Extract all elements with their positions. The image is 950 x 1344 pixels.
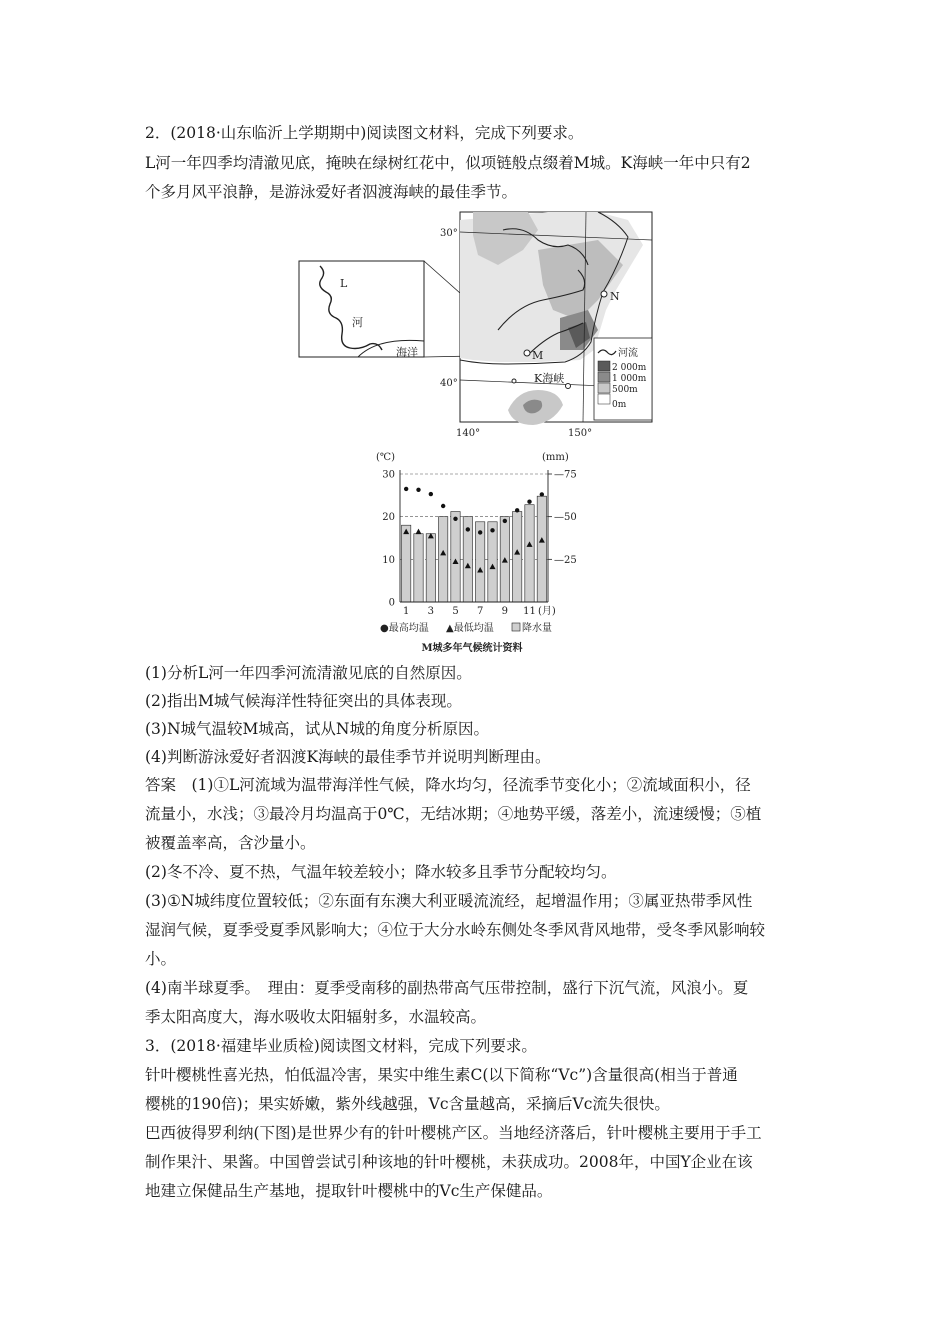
legend-swatch-0 [598, 394, 610, 404]
q3-para2-line-1: 巴西彼得罗利纳(下图)是世界少有的针叶樱桃产区。当地经济落后，针叶樱桃主要用于手工 [145, 1124, 762, 1142]
precip-bar [426, 534, 435, 602]
q2-header: 2．(2018·山东临沂上学期期中)阅读图文材料，完成下列要求。 [145, 124, 584, 142]
label-N: N [610, 290, 620, 303]
max-temp-point [515, 508, 519, 512]
chart-unit-right: (mm) [542, 452, 569, 463]
max-temp-point [490, 528, 494, 532]
precip-bar [537, 496, 546, 602]
ytick-right-label: —50 [554, 512, 577, 524]
legend-swatch-2000 [598, 361, 610, 371]
max-temp-point [478, 530, 482, 534]
q3-para2-line-2: 制作果汁、果酱。中国曾尝试引种该地的针叶樱桃，未获成功。2008年，中国Y企业在该 [145, 1153, 753, 1171]
legend-river-label: 河流 [618, 348, 638, 359]
q2-question-2: (2)指出M城气候海洋性特征突出的具体表现。 [145, 692, 462, 710]
q3-header: 3．(2018·福建毕业质检)阅读图文材料，完成下列要求。 [145, 1037, 537, 1055]
max-temp-point [416, 488, 420, 492]
legend-500-label: 500m [612, 385, 638, 395]
ytick-left-label: 30 [382, 469, 395, 481]
ytick-left-label: 10 [382, 554, 395, 566]
point-M [524, 350, 530, 356]
legend-max: ●最高均温 [380, 623, 429, 634]
max-temp-point [453, 517, 457, 521]
lat-label-30: 30° [440, 228, 458, 239]
xtick-label: 9 [501, 606, 509, 617]
chart-bars [402, 496, 547, 602]
legend-precip: 降水量 [522, 623, 552, 634]
answer-line-6: 湿润气候，夏季受夏季风影响大；④位于大分水岭东侧处冬季风背风地带，受冬季风影响较 [145, 921, 766, 939]
xtick-label: 1 [402, 606, 410, 617]
inset-label-L: L [340, 277, 348, 290]
answer-line-3: 被覆盖率高，含沙量小。 [145, 834, 316, 852]
chart-min-series [403, 529, 545, 573]
answer-line-1: 答案 (1)①L河流域为温带海洋性气候，降水均匀，径流季节变化小；②流域面积小，径 [145, 776, 751, 794]
q2-intro-line-2: 个多月风平浪静，是游泳爱好者泅渡海峡的最佳季节。 [145, 183, 518, 201]
lon-label-140: 140° [456, 428, 481, 439]
answer-line-9: 季太阳高度大，海水吸收太阳辐射多，水温较高。 [145, 1008, 487, 1026]
q3-para2-line-3: 地建立保健品生产基地，提取针叶樱桃中的Vc生产保健品。 [145, 1182, 553, 1200]
precip-bar [439, 517, 448, 602]
ytick-right-label: —75 [554, 469, 577, 481]
legend-0-label: 0m [612, 400, 627, 410]
legend-2000-label: 2 000m [612, 363, 647, 373]
precip-bar [402, 525, 411, 602]
ytick-right-label: —25 [554, 554, 577, 566]
point-K [566, 384, 571, 389]
precip-bar [451, 512, 460, 602]
label-M: M [532, 349, 544, 362]
legend-swatch-1000 [598, 372, 610, 382]
ytick-left-label: 0 [388, 597, 395, 609]
q2-question-4: (4)判断游泳爱好者泅渡K海峡的最佳季节并说明判断理由。 [145, 748, 551, 766]
max-temp-point [441, 504, 445, 508]
chart-xlabel: (月) [538, 606, 556, 617]
inset-label-he: 河 [352, 316, 363, 329]
precip-bar [488, 522, 497, 602]
xtick-label: 11 [523, 606, 536, 617]
max-temp-point [540, 492, 544, 496]
map-figure [298, 210, 658, 442]
max-temp-point [527, 500, 531, 504]
q2-intro-line-1: L河一年四季均清澈见底，掩映在绿树红花中，似项链般点缀着M城。K海峡一年中只有2 [145, 154, 751, 172]
legend-min: ▲最低均温 [446, 623, 494, 634]
lon-label-150: 150° [568, 428, 593, 439]
answer-line-5: (3)①N城纬度位置较低；②东面有东澳大利亚暖流流经，起增温作用；③属亚热带季风性 [145, 892, 753, 910]
point-N [601, 291, 607, 297]
xtick-label: 3 [427, 606, 435, 617]
q3-para1-line-1: 针叶樱桃性喜光热，怕低温冷害，果实中维生素C(以下简称“Vc”)含量很高(相当于普通 [145, 1066, 738, 1084]
ytick-left-label: 20 [382, 512, 395, 524]
q2-question-1: (1)分析L河一年四季河流清澈见底的自然原因。 [145, 664, 472, 682]
label-K-strait: K海峡 [534, 372, 565, 385]
xtick-label: 7 [476, 606, 484, 617]
chart-unit-left: (℃) [376, 452, 395, 463]
inset-frame [299, 261, 424, 357]
max-temp-point [466, 527, 470, 531]
precip-bar [525, 505, 534, 602]
max-temp-point [503, 519, 507, 523]
answer-line-4: (2)冬不冷、夏不热，气温年较差较小；降水较多且季节分配较均匀。 [145, 863, 617, 881]
lat-label-40: 40° [440, 378, 458, 389]
answer-line-2: 流量小，水浅；③最冷月均温高于0℃，无结冰期；④地势平缓，落差小，流速缓慢；⑤植 [145, 805, 762, 823]
max-temp-point [429, 492, 433, 496]
xtick-label: 5 [452, 606, 459, 617]
min-temp-point [416, 529, 422, 535]
legend-swatch-500 [598, 383, 610, 393]
q3-para1-line-2: 樱桃的190倍)；果实娇嫩，紫外线越强，Vc含量越高，采摘后Vc流失很快。 [145, 1095, 670, 1113]
legend-precip-swatch [512, 623, 520, 631]
precip-bar [414, 534, 423, 602]
inset-label-ocean: 海洋 [396, 346, 418, 359]
small-island [512, 379, 516, 383]
legend-1000-label: 1 000m [612, 374, 647, 384]
answer-line-7: 小。 [145, 950, 177, 968]
answer-line-8: (4)南半球夏季。 理由：夏季受南移的副热带高气压带控制，盛行下沉气流，风浪小。夏 [145, 979, 749, 997]
chart-max-series [404, 487, 544, 535]
chart-title: M城多年气候统计资料 [421, 643, 523, 654]
precip-bar [513, 512, 522, 602]
q2-question-3: (3)N城气温较M城高，试从N城的角度分析原因。 [145, 720, 489, 738]
max-temp-point [404, 487, 408, 491]
climate-chart [362, 448, 582, 658]
